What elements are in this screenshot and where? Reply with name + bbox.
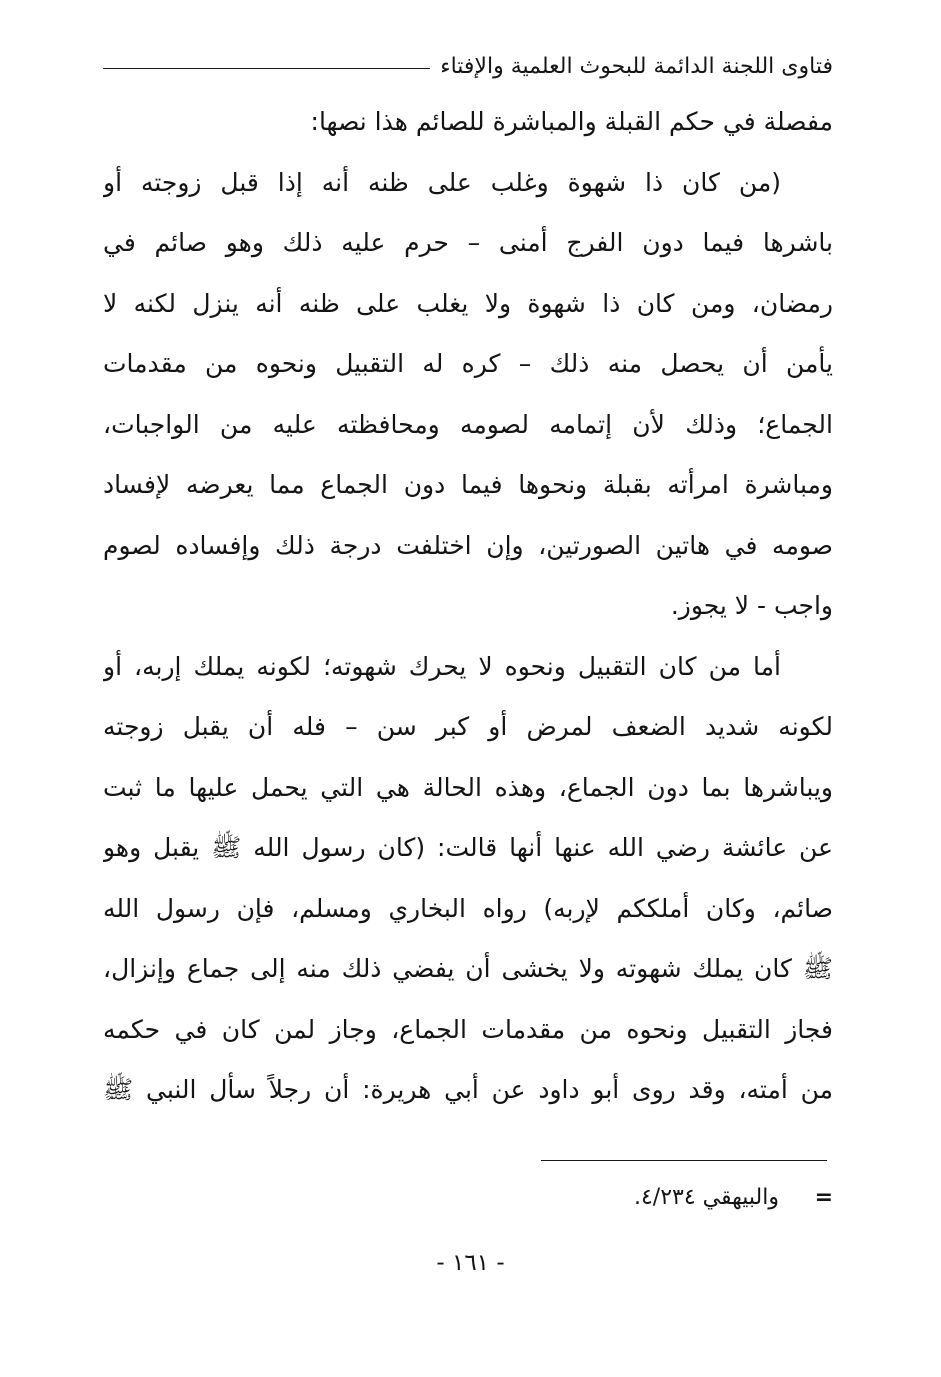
page-number: - ١٦١ -: [436, 1250, 505, 1276]
footnote: [103, 1176, 833, 1220]
header-title: فتاوى اللجنة الدائمة للبحوث العلمية والإفتاء: [440, 53, 833, 79]
footnote-text: والبيهقي ٤/٢٣٤.: [633, 1185, 779, 1210]
text-line: رمضان، ومن كان ذا شهوة ولا يغلب على ظنه أنه ينزل لكنه لا: [103, 288, 833, 318]
header-rule: [103, 68, 430, 69]
text-line: ويباشرها بما دون الجماع، وهذه الحالة هي التي يحمل عليها ما ثبت: [103, 772, 833, 802]
text-line: واجب - لا يجوز.: [670, 591, 833, 620]
text-line: عن عائشة رضي الله عنها أنها قالت: (كان رسول الله ﷺ يقبل وهو: [103, 833, 833, 862]
text-line: لكونه شديد الضعف لمرض أو كبر سن – فله أن يقبل زوجته: [103, 712, 833, 741]
text-line: ومباشرة امرأته بقبلة ونحوها فيما دون الجماع مما يعرضه لإفساد: [103, 470, 833, 499]
text-line: صومه في هاتين الصورتين، وإن اختلفت درجة ذلك وإفساده لصوم: [103, 530, 833, 560]
text-line: (من كان ذا شهوة وغلب على ظنه أنه إذا قبل زوجته أو: [103, 167, 781, 197]
text-line: باشرها فيما دون الفرج أمنى – حرم عليه ذلك وهو صائم في: [103, 228, 833, 257]
footnote-marker: =: [814, 1185, 833, 1210]
text-line: ﷺ كان يملك شهوته ولا يخشى أن يفضي ذلك منه إلى جماع وإنزال،: [103, 954, 833, 983]
text-line: من أمته، وقد روى أبو داود عن أبي هريرة: أن رجلاً سأل النبي ﷺ: [103, 1075, 833, 1104]
body-text: [103, 92, 833, 1121]
text-line: صائم، وكان أملككم لإربه) رواه البخاري ومسلم، فإن رسول الله: [103, 893, 833, 923]
text-line: مفصلة في حكم القبلة والمباشرة للصائم هذا نصها:: [310, 107, 833, 136]
footnote-separator: [541, 1160, 827, 1161]
text-line: فجاز التقبيل ونحوه من مقدمات الجماع، وجاز لمن كان في حكمه: [103, 1014, 833, 1044]
text-line: يأمن أن يحصل منه ذلك – كره له التقبيل ونحوه من مقدمات: [103, 349, 833, 378]
text-line: الجماع؛ وذلك لأن إتمامه لصومه ومحافظته عليه من الواجبات،: [103, 409, 833, 439]
running-header: [103, 46, 833, 86]
text-line: أما من كان التقبيل ونحوه لا يحرك شهوته؛ لكونه يملك إربه، أو: [103, 651, 781, 681]
